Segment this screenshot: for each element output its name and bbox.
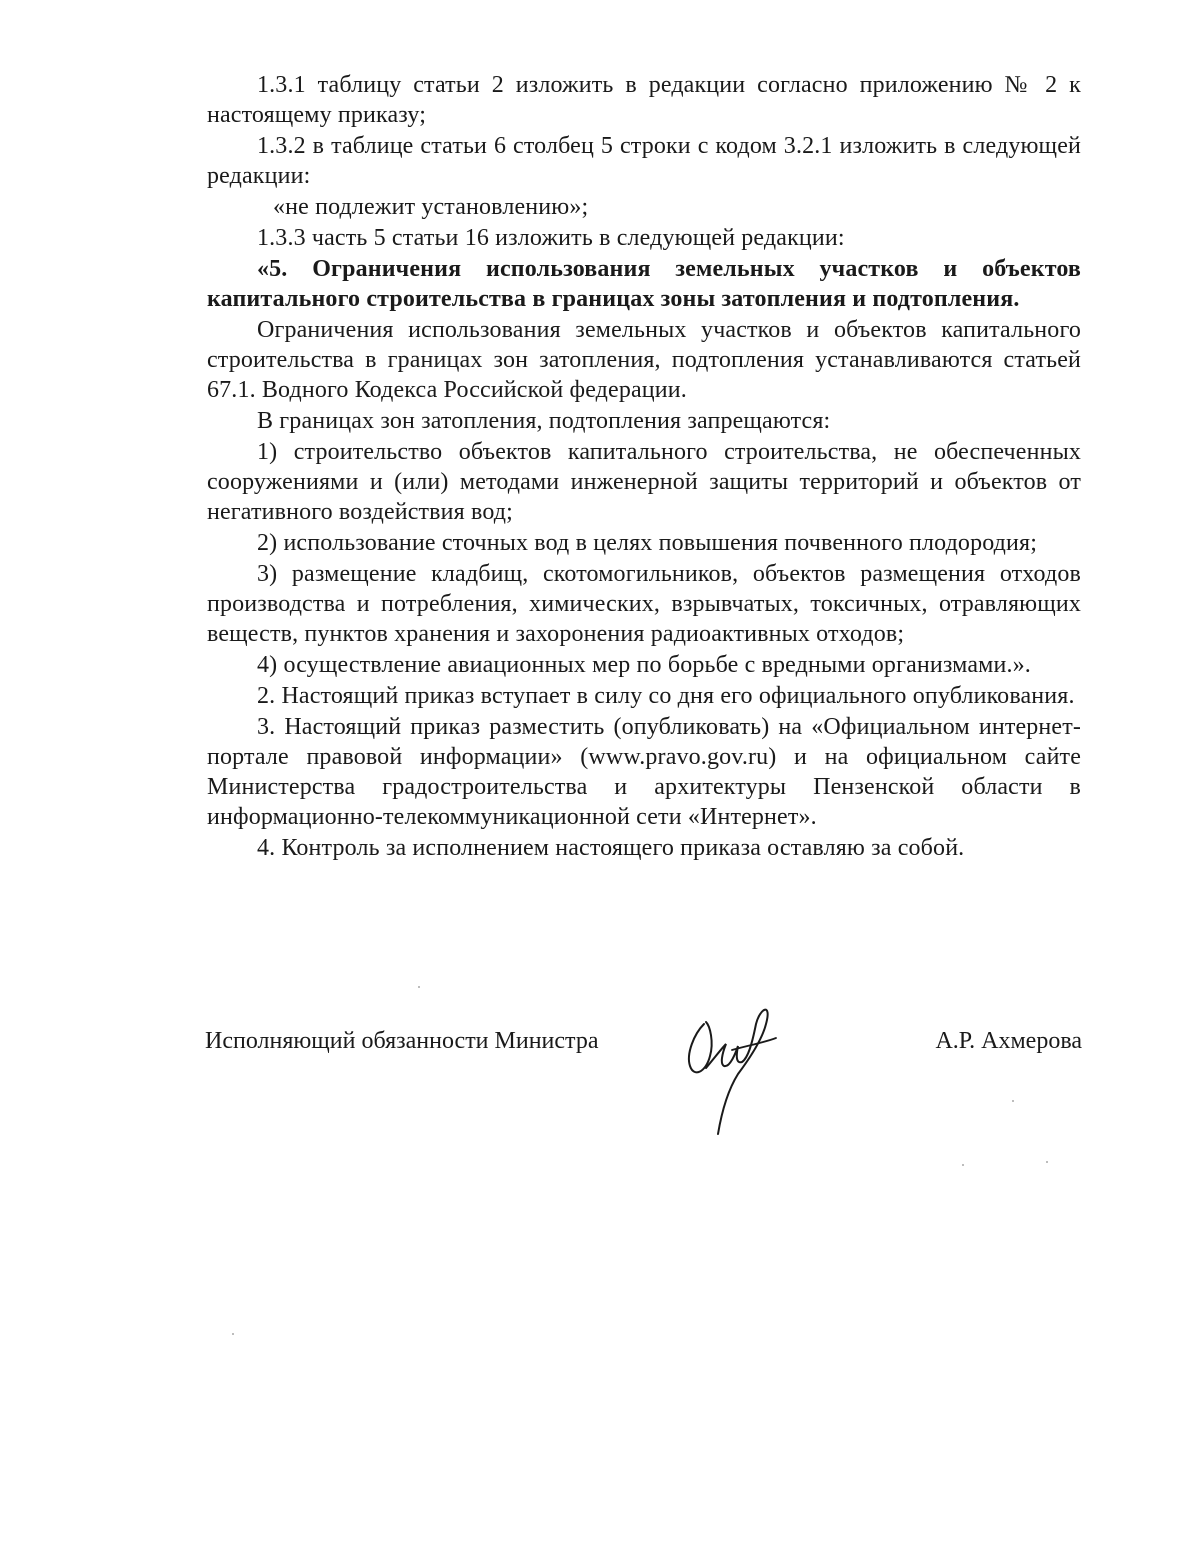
paragraph-prohibited-intro: В границах зон затопления, подтопления запрещаются: (257, 408, 831, 434)
list-item-2: 2) использование сточных вод в целях повышения почвенного плодородия; (257, 530, 1038, 556)
paragraph-1-3-2: 1.3.2 в таблице статьи 6 столбец 5 строки с кодом 3.2.1 изложить в следующей редакции: (207, 133, 1081, 189)
handwritten-signature-icon (676, 994, 796, 1144)
document-body (207, 70, 1081, 863)
list-item-1: 1) строительство объектов капитального строительства, не обеспеченных сооружениями и (или) методами инженерной защиты территорий и объектов от негативного воздействия вод; (207, 439, 1081, 525)
scan-speck (232, 1333, 234, 1335)
signer-name: А.Р. Ахмерова (935, 1028, 1082, 1054)
scan-speck (1046, 1161, 1048, 1163)
clause-3-publication: 3. Настоящий приказ разместить (опубликовать) на «Официальном интернет-портале правовой информации» (www.pravo.gov.ru) и на официальном сайте Министерства градостроительства и архитектуры Пензенской области в информационно-телекоммуникационной сети «Интернет». (207, 714, 1081, 830)
scan-speck (1012, 1100, 1014, 1102)
paragraph-1-3-3: 1.3.3 часть 5 статьи 16 изложить в следующей редакции: (257, 225, 845, 251)
signer-position: Исполняющий обязанности Министра (205, 1028, 599, 1054)
list-item-4: 4) осуществление авиационных мер по борьбе с вредными организмами.». (257, 652, 1031, 678)
paragraph-quote-not-established: «не подлежит установлению»; (273, 194, 589, 220)
signature-block (0, 1022, 1200, 1142)
section-heading-5: «5. Ограничения использования земельных участков и объектов капитального строительства в границах зоны затопления и подтопления. (207, 256, 1081, 312)
clause-4-control: 4. Контроль за исполнением настоящего приказа оставляю за собой. (257, 835, 965, 861)
clause-2-effective-date: 2. Настоящий приказ вступает в силу со дня его официального опубликования. (257, 683, 1075, 709)
scan-speck (962, 1164, 964, 1166)
paragraph-restrictions: Ограничения использования земельных участков и объектов капитального строительства в границах зон затопления, подтопления устанавливаются статьей 67.1. Водного Кодекса Российской федерации. (207, 317, 1081, 403)
scan-speck (418, 986, 420, 988)
list-item-3: 3) размещение кладбищ, скотомогильников, объектов размещения отходов производства и потребления, химических, взрывчатых, токсичных, отравляющих веществ, пунктов хранения и захоронения радиоактивных отходов; (207, 561, 1081, 647)
paragraph-1-3-1: 1.3.1 таблицу статьи 2 изложить в редакции согласно приложению № 2 к настоящему приказу; (207, 72, 1081, 128)
